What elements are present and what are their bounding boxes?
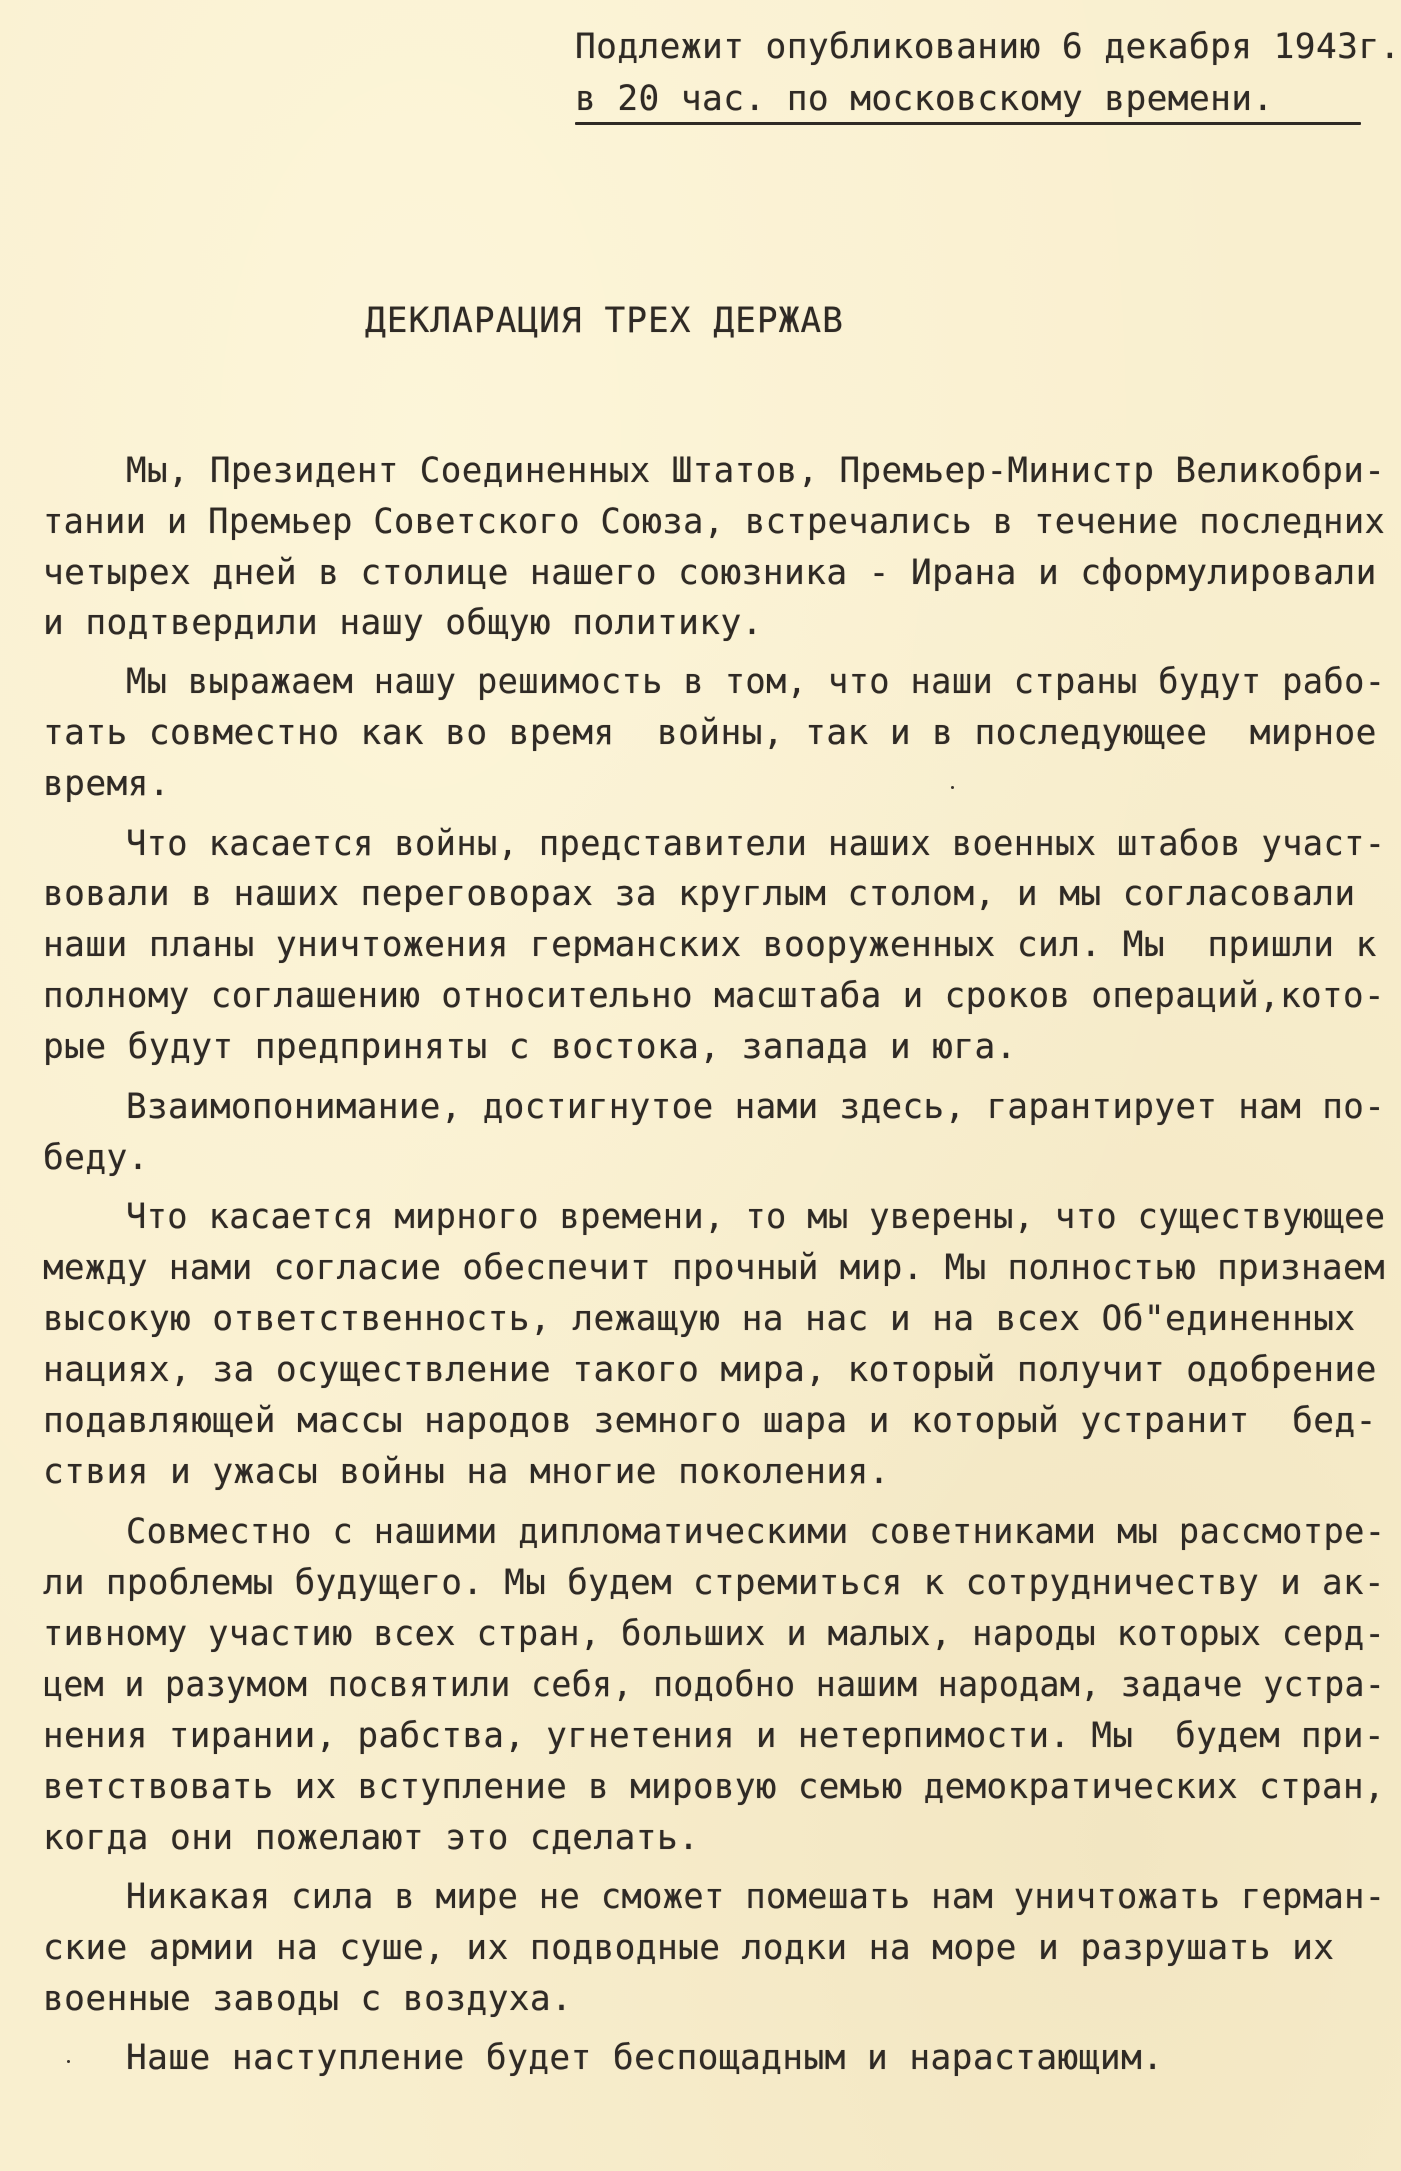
body-line: беду.: [43, 1138, 149, 1178]
document-title: ДЕКЛАРАЦИЯ ТРЕХ ДЕРЖАВ: [365, 301, 844, 341]
ink-speck: [67, 2060, 70, 2063]
body-line: и подтвердили нашу общую политику.: [43, 603, 763, 643]
body-line: Наше наступление будет беспощадным и нарастающим.: [126, 2038, 1164, 2078]
body-line: Что касается войны, представители наших военных штабов участ-: [126, 824, 1386, 864]
body-line: цем и разумом посвятили себя, подобно нашим народам, задаче устра-: [43, 1665, 1386, 1705]
body-line: Мы выражаем нашу решимость в том, что наши страны будут рабо-: [126, 662, 1386, 702]
body-line: Совместно с нашими дипломатическими советниками мы рассмотре-: [126, 1512, 1386, 1552]
publication-notice-line-2: в 20 час. по московскому времени.: [575, 79, 1274, 119]
body-line: подавляющей массы народов земного шара и который устранит бед-: [43, 1401, 1377, 1441]
body-line: четырех дней в столице нашего союзника - Ирана и сформулировали: [43, 553, 1377, 593]
body-line: между нами согласие обеспечит прочный мир. Мы полностью признаем: [43, 1248, 1385, 1288]
body-line: ские армии на суше, их подводные лодки на море и разрушать их: [43, 1928, 1335, 1968]
ink-speck: [951, 786, 954, 789]
header-underline: [575, 122, 1361, 125]
body-line: тать совместно как во время войны, так и в последующее мирное: [43, 713, 1377, 753]
publication-notice-line-1: Подлежит опубликованию 6 декабря 1943г.: [575, 27, 1401, 67]
body-line: вовали в наших переговорах за круглым столом, и мы согласовали: [43, 874, 1356, 914]
body-line: полному соглашению относительно масштаба и сроков операций,кото-: [43, 976, 1385, 1016]
body-line: рые будут предприняты с востока, запада и юга.: [43, 1027, 1017, 1067]
body-line: время.: [43, 764, 171, 804]
body-line: нациях, за осуществление такого мира, который получит одобрение: [43, 1350, 1377, 1390]
body-line: военные заводы с воздуха.: [43, 1979, 573, 2019]
body-line: Взаимопонимание, достигнутое нами здесь, гарантирует нам по-: [126, 1087, 1386, 1127]
body-line: тании и Премьер Советского Союза, встречались в течение последних: [43, 502, 1386, 542]
body-line: Что касается мирного времени, то мы уверены, что существующее: [126, 1197, 1386, 1237]
body-line: наши планы уничтожения германских вооруженных сил. Мы пришли к: [43, 925, 1377, 965]
body-line: ствия и ужасы войны на многие поколения.: [43, 1452, 890, 1492]
body-line: ли проблемы будущего. Мы будем стремиться к сотрудничеству и ак-: [43, 1563, 1385, 1603]
body-line: ветствовать их вступление в мировую семью демократических стран,: [43, 1767, 1385, 1807]
body-line: высокую ответственность, лежащую на нас и на всех Об"единенных: [43, 1299, 1356, 1339]
body-line: Мы, Президент Соединенных Штатов, Премьер-Министр Великобри-: [126, 451, 1386, 491]
body-line: Никакая сила в мире не сможет помешать нам уничтожать герман-: [126, 1877, 1386, 1917]
body-line: тивному участию всех стран, больших и малых, народы которых серд-: [43, 1614, 1386, 1654]
body-line: когда они пожелают это сделать.: [43, 1818, 700, 1858]
body-line: нения тирании, рабства, угнетения и нетерпимости. Мы будем при-: [43, 1716, 1385, 1756]
